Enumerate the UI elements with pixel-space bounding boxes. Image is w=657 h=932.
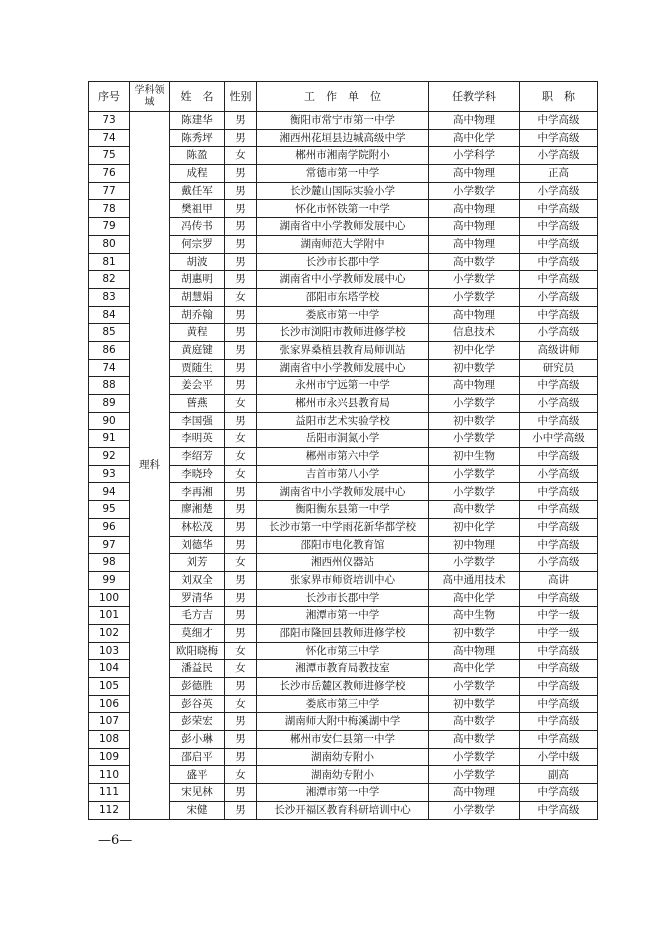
professional-title: 副高 [520,766,598,784]
workplace: 湖南师范大学附中 [257,235,429,253]
professional-title: 中学高级 [520,642,598,660]
teaching-subject: 小学数学 [429,766,520,784]
header-index: 序号 [89,82,130,112]
workplace: 张家界市师资培训中心 [257,571,429,589]
gender: 男 [225,182,257,200]
workplace: 怀化市第三中学 [257,642,429,660]
teacher-name: 胡慧娟 [170,288,225,306]
workplace: 娄底市第一中学 [257,306,429,324]
teaching-subject: 高中化学 [429,660,520,678]
professional-title: 中学高级 [520,253,598,271]
workplace: 湖南幼专附小 [257,748,429,766]
row-index: 111 [89,784,130,802]
professional-title: 中学高级 [520,731,598,749]
workplace: 岳阳市洞氮小学 [257,430,429,448]
teaching-subject: 小学数学 [429,801,520,819]
gender: 男 [225,571,257,589]
teaching-subject: 初中化学 [429,518,520,536]
row-index: 85 [89,324,130,342]
workplace: 常德市第一中学 [257,165,429,183]
teacher-name: 樊祖甲 [170,200,225,218]
professional-title: 中学高级 [520,306,598,324]
subject-area-cell: 理科 [130,112,170,820]
teaching-subject: 初中数学 [429,412,520,430]
professional-title: 中学高级 [520,536,598,554]
gender: 男 [225,624,257,642]
teacher-name: 黄程 [170,324,225,342]
professional-title: 中学一级 [520,624,598,642]
workplace: 湖南师大附中梅溪湖中学 [257,713,429,731]
workplace: 湖南省中小学教师发展中心 [257,218,429,236]
workplace: 吉首市第八小学 [257,465,429,483]
gender: 男 [225,253,257,271]
professional-title: 小中学高级 [520,430,598,448]
row-index: 103 [89,642,130,660]
teacher-name: 陈秀坪 [170,129,225,147]
teaching-subject: 高中物理 [429,165,520,183]
teaching-subject: 小学数学 [429,748,520,766]
row-index: 98 [89,554,130,572]
gender: 男 [225,341,257,359]
teacher-name: 何宗罗 [170,235,225,253]
row-index: 90 [89,412,130,430]
teacher-name: 廖湘楚 [170,501,225,519]
teaching-subject: 高中物理 [429,235,520,253]
teacher-name: 蒈燕 [170,395,225,413]
professional-title: 中学高级 [520,660,598,678]
workplace: 衡阳市常宁市第一中学 [257,112,429,130]
gender: 女 [225,766,257,784]
workplace: 长沙麓山国际实验小学 [257,182,429,200]
workplace: 长沙市长郡中学 [257,253,429,271]
teacher-name: 贾随生 [170,359,225,377]
professional-title: 研究员 [520,359,598,377]
professional-title: 中学高级 [520,801,598,819]
workplace: 衡阳衡东县第一中学 [257,501,429,519]
row-index: 74 [89,359,130,377]
teacher-name: 罗清华 [170,589,225,607]
workplace: 湘西州花垣县边城高级中学 [257,129,429,147]
row-index: 81 [89,253,130,271]
row-index: 89 [89,395,130,413]
teaching-subject: 高中物理 [429,377,520,395]
teacher-name: 李国强 [170,412,225,430]
row-index: 101 [89,607,130,625]
row-index: 78 [89,200,130,218]
gender: 女 [225,660,257,678]
teaching-subject: 初中数学 [429,359,520,377]
row-index: 110 [89,766,130,784]
header-row [89,82,598,112]
teaching-subject: 小学科学 [429,147,520,165]
workplace: 湖南幼专附小 [257,766,429,784]
teacher-name: 邵启平 [170,748,225,766]
row-index: 83 [89,288,130,306]
gender: 男 [225,731,257,749]
teacher-name: 宋见林 [170,784,225,802]
workplace: 郴州市湘南学院附小 [257,147,429,165]
gender: 男 [225,271,257,289]
gender: 女 [225,448,257,466]
gender: 男 [225,501,257,519]
row-index: 104 [89,660,130,678]
row-index: 107 [89,713,130,731]
row-index: 76 [89,165,130,183]
workplace: 邵阳市电化教育馆 [257,536,429,554]
workplace: 长沙开福区教育科研培训中心 [257,801,429,819]
gender: 男 [225,129,257,147]
professional-title: 小学高级 [520,395,598,413]
teaching-subject: 小学数学 [429,483,520,501]
teaching-subject: 初中生物 [429,448,520,466]
workplace: 永州市宁远第一中学 [257,377,429,395]
teaching-subject: 高中通用技术 [429,571,520,589]
professional-title: 中学高级 [520,235,598,253]
teacher-name: 彭谷英 [170,695,225,713]
teaching-subject: 高中生物 [429,607,520,625]
gender: 男 [225,112,257,130]
gender: 男 [225,165,257,183]
teaching-subject: 高中数学 [429,713,520,731]
workplace: 湘潭市第一中学 [257,607,429,625]
workplace: 郴州市永兴县教育局 [257,395,429,413]
row-index: 96 [89,518,130,536]
gender: 男 [225,306,257,324]
row-index: 84 [89,306,130,324]
row-index: 99 [89,571,130,589]
gender: 男 [225,536,257,554]
workplace: 长沙市第一中学雨花新华都学校 [257,518,429,536]
teaching-subject: 小学数学 [429,288,520,306]
gender: 女 [225,288,257,306]
workplace: 长沙市长郡中学 [257,589,429,607]
teacher-name: 彭荣宏 [170,713,225,731]
gender: 女 [225,395,257,413]
teacher-name: 姜会平 [170,377,225,395]
gender: 男 [225,607,257,625]
row-index: 91 [89,430,130,448]
teaching-subject: 小学数学 [429,430,520,448]
professional-title: 中学高级 [520,218,598,236]
row-index: 100 [89,589,130,607]
workplace: 邵阳市东塔学校 [257,288,429,306]
workplace: 湘西州仪器站 [257,554,429,572]
teacher-name: 欧阳晓梅 [170,642,225,660]
workplace: 张家界桑植县教育局师训站 [257,341,429,359]
gender: 男 [225,200,257,218]
row-index: 77 [89,182,130,200]
teaching-subject: 高中物理 [429,306,520,324]
row-index: 88 [89,377,130,395]
teaching-subject: 小学数学 [429,395,520,413]
teacher-name: 彭德胜 [170,678,225,696]
row-index: 73 [89,112,130,130]
gender: 男 [225,589,257,607]
workplace: 长沙市岳麓区教师进修学校 [257,678,429,696]
teaching-subject: 高中化学 [429,589,520,607]
row-index: 79 [89,218,130,236]
gender: 男 [225,784,257,802]
professional-title: 正高 [520,165,598,183]
teaching-subject: 初中化学 [429,341,520,359]
gender: 男 [225,377,257,395]
row-index: 80 [89,235,130,253]
teacher-name: 李晓玲 [170,465,225,483]
teacher-name: 陈盈 [170,147,225,165]
row-index: 105 [89,678,130,696]
teacher-name: 李绍芳 [170,448,225,466]
header-gender: 性别 [225,82,257,112]
header-title: 职 称 [520,82,598,112]
professional-title: 中学高级 [520,784,598,802]
gender: 男 [225,713,257,731]
teacher-name: 刘芳 [170,554,225,572]
professional-title: 中学高级 [520,678,598,696]
row-index: 102 [89,624,130,642]
teacher-name: 宋健 [170,801,225,819]
row-index: 108 [89,731,130,749]
row-index: 74 [89,129,130,147]
teacher-name: 刘德华 [170,536,225,554]
professional-title: 中学高级 [520,271,598,289]
header-subject-area: 学科领域 [130,82,170,112]
professional-title: 小学中级 [520,748,598,766]
row-index: 82 [89,271,130,289]
gender: 女 [225,642,257,660]
teaching-subject: 初中数学 [429,624,520,642]
professional-title: 中学高级 [520,200,598,218]
row-index: 93 [89,465,130,483]
professional-title: 中学高级 [520,112,598,130]
gender: 男 [225,801,257,819]
teacher-name: 毛方吉 [170,607,225,625]
gender: 女 [225,430,257,448]
gender: 女 [225,147,257,165]
teaching-subject: 高中数学 [429,731,520,749]
professional-title: 小学高级 [520,182,598,200]
teaching-subject: 高中数学 [429,253,520,271]
workplace: 长沙市浏阳市教师进修学校 [257,324,429,342]
teaching-subject: 高中物理 [429,642,520,660]
teacher-name: 成程 [170,165,225,183]
workplace: 郴州市第六中学 [257,448,429,466]
row-index: 86 [89,341,130,359]
professional-title: 中学高级 [520,589,598,607]
professional-title: 中学一级 [520,607,598,625]
professional-title: 中学高级 [520,483,598,501]
row-index: 109 [89,748,130,766]
professional-title: 中学高级 [520,518,598,536]
teaching-subject: 高中物理 [429,784,520,802]
teaching-subject: 小学数学 [429,465,520,483]
professional-title: 小学高级 [520,288,598,306]
gender: 男 [225,748,257,766]
teacher-name: 胡乔翰 [170,306,225,324]
teaching-subject: 初中数学 [429,695,520,713]
professional-title: 中学高级 [520,412,598,430]
header-name: 姓 名 [170,82,225,112]
workplace: 娄底市第三中学 [257,695,429,713]
teacher-name: 林松茂 [170,518,225,536]
teaching-subject: 信息技术 [429,324,520,342]
teacher-name: 黄庭键 [170,341,225,359]
teacher-name: 冯传书 [170,218,225,236]
workplace: 湘潭市教育局教技室 [257,660,429,678]
professional-title: 中学高级 [520,129,598,147]
row-index: 106 [89,695,130,713]
gender: 女 [225,695,257,713]
teaching-subject: 小学数学 [429,554,520,572]
table-row [89,112,598,130]
professional-title: 小学高级 [520,147,598,165]
professional-title: 中学高级 [520,448,598,466]
teaching-subject: 高中物理 [429,112,520,130]
professional-title: 中学高级 [520,695,598,713]
header-workplace: 工 作 单 位 [257,82,429,112]
teacher-name: 戴任军 [170,182,225,200]
gender: 男 [225,324,257,342]
professional-title: 小学高级 [520,554,598,572]
teacher-name: 刘双全 [170,571,225,589]
teacher-name: 盛平 [170,766,225,784]
teaching-subject: 小学数学 [429,182,520,200]
teacher-name: 李明英 [170,430,225,448]
teacher-name: 陈建华 [170,112,225,130]
professional-title: 小学高级 [520,324,598,342]
workplace: 郴州市安仁县第一中学 [257,731,429,749]
workplace: 湖南省中小学教师发展中心 [257,359,429,377]
row-index: 95 [89,501,130,519]
gender: 男 [225,235,257,253]
professional-title: 高级讲师 [520,341,598,359]
page-number: —6— [98,833,133,848]
gender: 男 [225,412,257,430]
professional-title: 中学高级 [520,713,598,731]
gender: 男 [225,518,257,536]
teaching-subject: 高中物理 [429,218,520,236]
professional-title: 中学高级 [520,377,598,395]
teacher-name: 莫细才 [170,624,225,642]
workplace: 湘潭市第一中学 [257,784,429,802]
workplace: 怀化市怀铁第一中学 [257,200,429,218]
teaching-subject: 小学数学 [429,271,520,289]
roster-table [88,81,598,820]
row-index: 75 [89,147,130,165]
row-index: 112 [89,801,130,819]
roster-body [89,112,598,820]
teacher-name: 彭小琳 [170,731,225,749]
teaching-subject: 高中数学 [429,501,520,519]
professional-title: 小学高级 [520,465,598,483]
workplace: 湖南省中小学教师发展中心 [257,483,429,501]
professional-title: 中学高级 [520,501,598,519]
gender: 男 [225,218,257,236]
teacher-name: 潘益民 [170,660,225,678]
header-teaching-subject: 任教学科 [429,82,520,112]
teaching-subject: 高中化学 [429,129,520,147]
workplace: 益阳市艺术实验学校 [257,412,429,430]
teacher-name: 胡波 [170,253,225,271]
workplace: 湖南省中小学教师发展中心 [257,271,429,289]
gender: 男 [225,678,257,696]
teaching-subject: 初中物理 [429,536,520,554]
row-index: 94 [89,483,130,501]
teaching-subject: 小学数学 [429,678,520,696]
teaching-subject: 高中物理 [429,200,520,218]
teacher-name: 李再湘 [170,483,225,501]
row-index: 97 [89,536,130,554]
row-index: 92 [89,448,130,466]
gender: 女 [225,465,257,483]
workplace: 邵阳市隆回县教师进修学校 [257,624,429,642]
professional-title: 高讲 [520,571,598,589]
gender: 女 [225,554,257,572]
gender: 男 [225,359,257,377]
gender: 男 [225,483,257,501]
teacher-name: 胡惠明 [170,271,225,289]
